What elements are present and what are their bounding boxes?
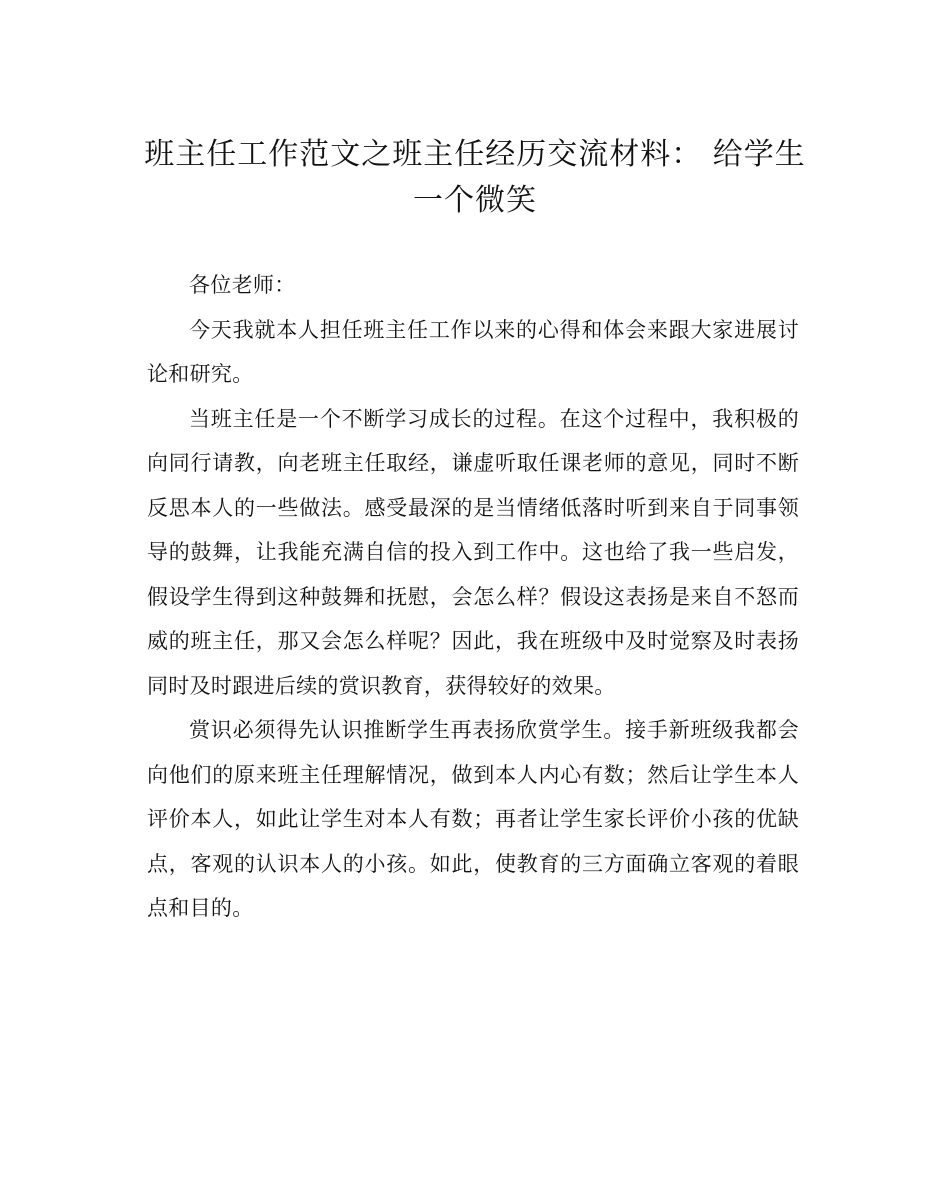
paragraph-appreciation: 赏识必须得先认识推断学生再表扬欣赏学生。接手新班级我都会向他们的原来班主任理解情况，做到本人内心有数；然后让学生本人评价本人，如此让学生对本人有数；再者让学生家长评价小孩的优缺点，客观的认识本人的小孩。如此，使教育的三方面确立客观的着眼点和目的。	[147, 718, 799, 920]
document-body	[147, 263, 799, 931]
paragraph-growth: 当班主任是一个不断学习成长的过程。在这个过程中，我积极的向同行请教，向老班主任取经，谦虚听取任课老师的意见，同时不断反思本人的一些做法。感受最深的是当情绪低落时听到来自于同事领导的鼓舞，让我能充满自信的投入到工作中。这也给了我一些启发，假设学生得到这种鼓舞和抚慰，会怎么样？假设这表扬是来自不怒而威的班主任，那又会怎么样呢？因此，我在班级中及时觉察及时表扬同时及时跟进后续的赏识教育，获得较好的效果。	[147, 406, 799, 698]
document-title: 班主任工作范文之班主任经历交流材料： 给学生一个微笑	[144, 137, 806, 218]
paragraph-intro: 今天我就本人担任班主任工作以来的心得和体会来跟大家进展讨论和研究。	[147, 317, 799, 386]
salutation: 各位老师：	[189, 273, 296, 297]
